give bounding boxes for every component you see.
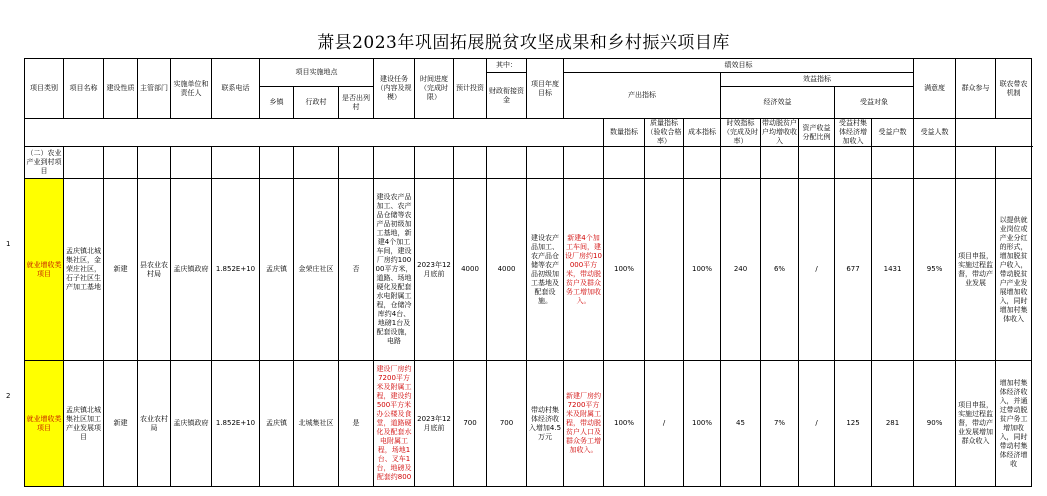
project-table (24, 58, 1032, 487)
header-households: 受益户数 (872, 119, 914, 147)
header-location: 项目实施地点 (260, 59, 374, 87)
header-perf-goal: 绩效目标 (564, 59, 914, 73)
row-collective: / (799, 179, 835, 361)
header-output: 产出指标 (564, 73, 721, 119)
row-name: 孟庆镇北城集社区加工产业发展项目 (64, 361, 104, 487)
header-quality: 质量指标（验收合格率） (646, 119, 682, 145)
header-dept: 主管部门 (138, 59, 171, 119)
header-town: 乡镇 (260, 87, 294, 119)
row-phone: 1.852E+10 (212, 361, 260, 487)
row-persons: 281 (872, 361, 914, 487)
row-poor: 是 (339, 361, 374, 487)
row-unit: 孟庆镇政府 (171, 361, 212, 487)
header-annual-goal: 项目年度目标 (527, 59, 564, 119)
table-row (25, 361, 1032, 487)
row-qty: 新建4个加工车间，建设厂房约10000平方米，带动脱贫户及群众务工增加收入。 (564, 179, 604, 361)
row-quality: 100% (604, 361, 645, 487)
row-schedule: 2023年12月底前 (415, 361, 454, 487)
row-households: 125 (835, 361, 872, 487)
header-persons: 受益人数 (914, 119, 956, 147)
row-goal: 带动村集体经济收入增加4.5万元 (527, 361, 564, 487)
row-dept: 农业农村局 (138, 361, 171, 487)
row-mass: 项目申报，实施过程监督，带动产业发展 (956, 179, 996, 361)
header-benefit: 效益指标 (721, 73, 914, 87)
row-link: 以提供就业岗位或产业分红的形式，增加脱贫户收入，带动脱贫户产业发展增加收入，同时增加村集体收入 (996, 179, 1032, 361)
header-schedule: 时间进度（完成时限） (415, 59, 454, 119)
header-beneficiary: 受益对象 (835, 87, 914, 119)
row-ratio: 6% (761, 179, 799, 361)
header-content: 建设任务（内容及规模） (374, 59, 415, 119)
row-nature: 新建 (104, 179, 138, 361)
row-mass: 项目申报，实施过程监督，带动产业发展增加群众收入 (956, 361, 996, 487)
header-village: 行政村 (294, 87, 339, 119)
row-persons: 1431 (872, 179, 914, 361)
header-satisfaction: 满意度 (914, 59, 956, 119)
header-of-which: 其中： (487, 59, 527, 73)
row-schedule: 2023年12月底前 (415, 179, 454, 361)
header-impl-unit: 实施单位和责任人 (171, 59, 212, 119)
row-town: 孟庆镇 (260, 361, 294, 487)
header-mass: 群众参与 (956, 59, 996, 119)
row-satisfaction: 90% (914, 361, 956, 487)
page-title: 萧县2023年巩固拓展脱贫攻坚成果和乡村振兴项目库 (317, 33, 730, 53)
row-fiscal: 4000 (487, 179, 527, 361)
row-households: 677 (835, 179, 872, 361)
row-budget: 700 (454, 361, 487, 487)
header-asset-ratio: 资产收益分配比例 (799, 119, 835, 147)
row-income: 45 (721, 361, 761, 487)
header-project-name: 项目名称 (64, 59, 104, 119)
row-nature: 新建 (104, 361, 138, 487)
row-village: 金荣庄社区 (294, 179, 339, 361)
row-qty: 新建厂房约7200平方米及附属工程，带动脱贫户人口及群众务工增加收入。 (564, 361, 604, 487)
header-fiscal: 财政衔接资金 (487, 73, 527, 119)
header-budget: 预计投资 (454, 59, 487, 119)
row-town: 孟庆镇 (260, 179, 294, 361)
header-poor-village: 是否出列村 (339, 87, 374, 119)
header-qty: 数量指标 (604, 119, 645, 147)
header-income: 带动脱贫户户均增收收入 (762, 119, 797, 145)
row-content: 建设农产品加工、农产品仓储等农产品初级加工基地，新建4个加工车间，建设厂房约10000平方米，道路、场地硬化及配套水电附属工程，仓储冷库约4台、地磅1台及配套设施，电路 (374, 179, 415, 361)
row-link: 增加村集体经济收入，并通过带动脱贫户务工增加收入，同时带动村集体经济增收 (996, 361, 1032, 487)
row-type: 就业增收类项目 (25, 179, 64, 361)
row-income: 240 (721, 179, 761, 361)
row-cost (645, 179, 684, 361)
row-dept: 县农业农村局 (138, 179, 171, 361)
header-project-type: 项目类别 (25, 59, 64, 119)
row-name: 孟庆镇北城集社区，金荣庄社区，石子社区生产加工基地 (64, 179, 104, 361)
row-content: 建设厂房约7200平方米及附属工程，建设约500平方米办公楼及食堂，道路硬化及配套水电附属工程，场地1台、叉车1台，地磅及配套约800 (374, 361, 415, 487)
header-link: 联农带农机制 (996, 59, 1032, 119)
row-timely: 100% (684, 361, 721, 487)
row-timely: 100% (684, 179, 721, 361)
row-cost: / (645, 361, 684, 487)
row-ratio: 7% (761, 361, 799, 487)
row-budget: 4000 (454, 179, 487, 361)
row-unit: 孟庆镇政府 (171, 179, 212, 361)
row-poor: 否 (339, 179, 374, 361)
row-phone: 1.852E+10 (212, 179, 260, 361)
row-village: 北城集社区 (294, 361, 339, 487)
row-fiscal: 700 (487, 361, 527, 487)
header-build-nature: 建设性质 (104, 59, 138, 119)
row-number: 2 (6, 392, 11, 400)
row-satisfaction: 95% (914, 179, 956, 361)
header-econ: 经济效益 (721, 87, 835, 119)
row-collective: / (799, 361, 835, 487)
row-goal: 建设农产品加工、农产品仓储等农产品初级加工基地及配套设施。 (527, 179, 564, 361)
header-phone: 联系电话 (212, 59, 260, 119)
header-cost: 成本指标 (684, 119, 721, 147)
category-label: （二）农业产业到村项目 (25, 147, 64, 179)
row-number: 1 (6, 240, 11, 248)
row-type: 就业增收类项目 (25, 361, 64, 487)
header-timely: 时效指标（完成及时率） (721, 119, 761, 147)
header-collective: 受益村集体经济增加收入 (835, 119, 872, 147)
row-quality: 100% (604, 179, 645, 361)
table-row (25, 179, 1032, 361)
